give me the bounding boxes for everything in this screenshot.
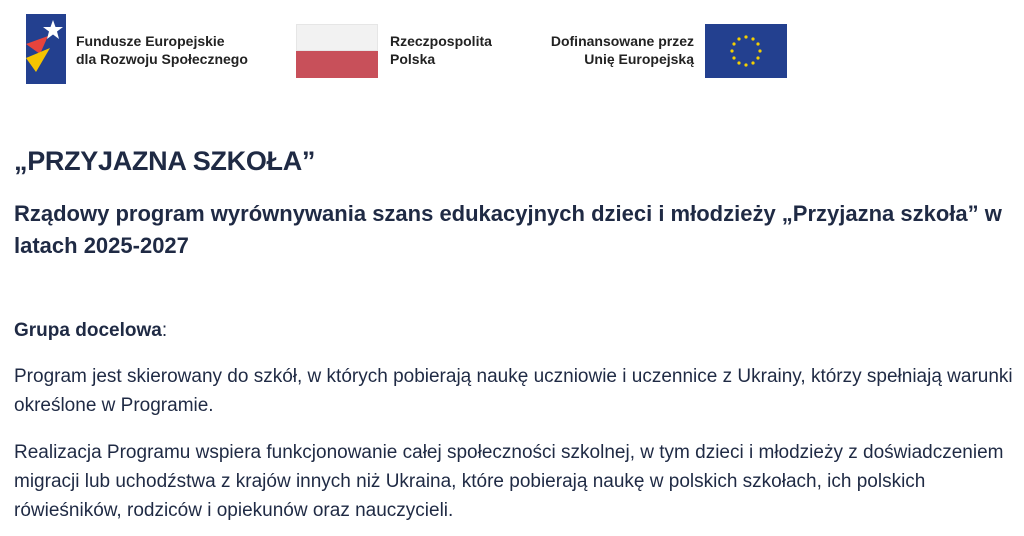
rp-logo-text — [390, 32, 492, 68]
rp-line-1: Rzeczpospolita — [390, 33, 492, 49]
page-subtitle: Rządowy program wyrównywania szans edukacyjnych dzieci i młodzieży „Przyjazna szkoła” w latach 2025-2027 — [14, 201, 1002, 258]
paragraph-2: Realizacja Programu wspiera funkcjonowanie całej społeczności szkolnej, w tym dzieci i młodzieży z doświadczeniem migracji lub uchodźstwa z krajów innych niż Ukraina, które pobierają naukę w polskich szkołach, ich polskich rówieśników, rodziców i opiekunów oraz nauczycieli. — [14, 442, 1004, 521]
logo-bar — [0, 0, 1024, 100]
target-group-colon: : — [161, 320, 168, 341]
page-title: „PRZYJAZNA SZKOŁA” — [14, 146, 316, 176]
rp-line-2: Polska — [390, 51, 436, 67]
fe-line-1: Fundusze Europejskie — [76, 33, 225, 49]
fe-line-2: dla Rozwoju Społecznego — [76, 51, 248, 67]
paragraph-1: Program jest skierowany do szkół, w których pobierają naukę uczniowie i uczennice z Ukrainy, którzy spełniają warunki określone w Programie. — [14, 366, 1013, 416]
fe-logo-text — [76, 32, 248, 68]
polish-flag — [296, 24, 378, 78]
eu-logo-text — [551, 32, 694, 68]
eu-line-1: Dofinansowane przez — [550, 33, 694, 49]
fundusze-europejskie-logo — [26, 14, 66, 84]
target-group-label: Grupa docelowa — [14, 320, 162, 341]
target-group-heading — [14, 320, 167, 342]
eu-line-2: Unię Europejską — [584, 51, 694, 67]
eu-flag — [705, 24, 787, 78]
